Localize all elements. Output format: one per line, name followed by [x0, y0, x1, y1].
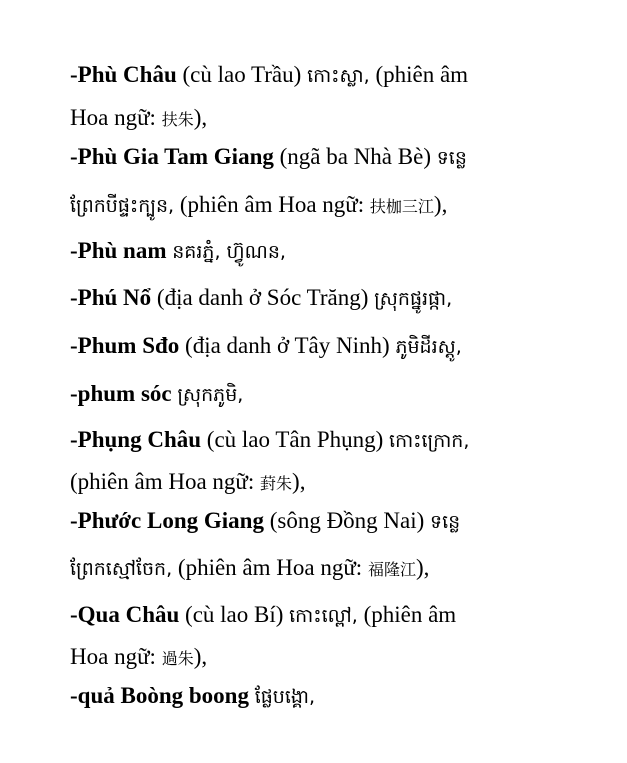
entry-phu-nam: [70, 236, 615, 267]
entry-phuoc-long-giang: [70, 506, 615, 537]
entry-term: -Phụng Châu: [70, 427, 202, 452]
entry-cont: (phiên âm: [357, 602, 457, 627]
entry-term: -Phước Long Giang: [70, 508, 264, 533]
entry-text: (phiên âm Hoa ngữ:: [70, 469, 261, 494]
entry-gloss: (sông Đồng Nai): [263, 508, 431, 533]
entry-end: ),: [292, 469, 306, 494]
entry-cjk: 葑朱: [260, 474, 293, 493]
entry-term: -phum sóc: [70, 381, 172, 406]
entry-khmer: កោះស្លា,: [307, 65, 370, 87]
entry-khmer: ព្រែកបីផ្ទះក្បូន,: [70, 195, 175, 217]
entry-cjk: 扶枷三江: [369, 197, 434, 216]
entry-gloss: (cù lao Trầu): [176, 62, 308, 87]
entry-text: Hoa ngữ:: [70, 644, 162, 669]
entry-text: (phiên âm Hoa ngữ:: [172, 555, 368, 580]
entry-khmer: នគរភ្នំ, ហ៊្វូណន,: [172, 241, 286, 263]
entry-khmer: កោះល្ពៅ,: [289, 605, 358, 627]
entry-gloss: (địa danh ở Tây Ninh): [179, 333, 396, 358]
entry-phu-gia-tam-giang-line2: [70, 190, 615, 222]
entry-end: ),: [433, 192, 448, 217]
entry-end: ),: [415, 555, 430, 580]
entry-cjk: 過朱: [161, 649, 194, 668]
entry-gloss: (địa danh ở Sóc Trăng): [151, 285, 375, 310]
entry-gloss: (cù lao Bí): [179, 602, 290, 627]
entry-cont: (phiên âm: [369, 62, 469, 87]
entry-term: -Qua Châu: [70, 602, 180, 627]
entry-khmer: ព្រែកស្មៅចែក,: [70, 558, 173, 580]
entry-term: -Phù Châu: [70, 62, 177, 87]
entry-qua-boong-boong: [70, 681, 615, 712]
entry-text: Hoa ngữ:: [70, 105, 162, 130]
entry-khmer: កោះក្រោក,: [389, 430, 470, 452]
entry-end: ),: [193, 105, 208, 130]
entry-khmer: ភូមិដីរស្ដូ,: [395, 336, 462, 358]
entry-phum-soc: [70, 379, 615, 410]
entry-term: -Phú Nổ: [70, 285, 152, 310]
entry-term: -Phù Gia Tam Giang: [70, 144, 274, 169]
entry-khmer: ទន្លេ: [436, 147, 467, 169]
entry-phu-chau: [70, 60, 615, 91]
entry-term: -Phum Sđo: [70, 333, 180, 358]
entry-phuoc-long-giang-line2: [70, 553, 615, 585]
entry-khmer: ផ្លែបង្គោ,: [254, 686, 316, 708]
entry-gloss: (cù lao Tân Phụng): [201, 427, 390, 452]
entry-khmer: ទន្លេ: [430, 511, 461, 533]
entry-phum-sdo: [70, 331, 615, 362]
entry-khmer: ស្រុកភូមិ,: [177, 384, 244, 406]
entry-qua-chau-line2: [70, 642, 615, 674]
entry-phu-gia-tam-giang: [70, 142, 615, 173]
entry-phung-chau-line2: [70, 467, 615, 499]
entry-phung-chau: [70, 425, 615, 456]
entry-khmer: ស្រុកផ្នូរផ្កា,: [374, 288, 453, 310]
entry-cjk: 福隆江: [367, 560, 416, 579]
entry-phu-chau-line2: [70, 103, 615, 135]
entry-cjk: 扶朱: [161, 110, 194, 129]
entry-phu-no: [70, 283, 615, 314]
entry-end: ),: [193, 644, 208, 669]
entry-term: -Phù nam: [70, 238, 167, 263]
entry-term: -quả Boòng boong: [70, 683, 249, 708]
entry-qua-chau: [70, 600, 615, 631]
entry-text: (phiên âm Hoa ngữ:: [174, 192, 370, 217]
entry-gloss: (ngã ba Nhà Bè): [273, 144, 437, 169]
